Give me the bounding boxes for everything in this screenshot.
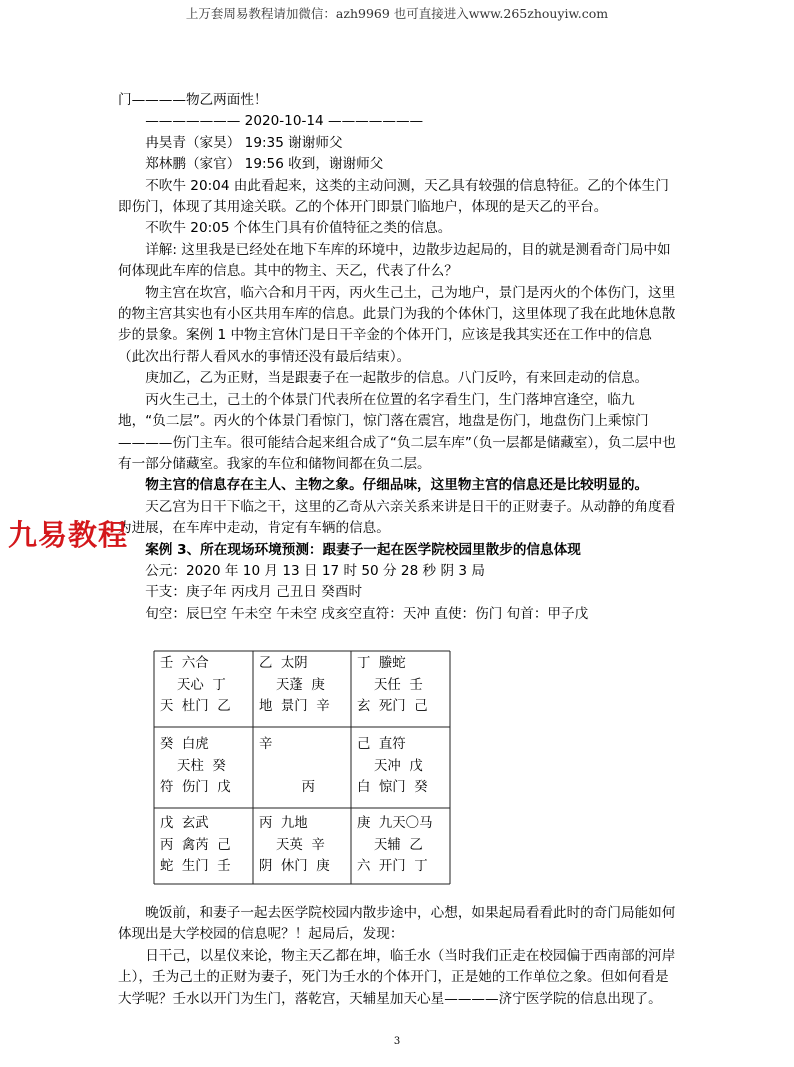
chart-cell: 天冲 戊 — [357, 758, 423, 774]
page-header: 上万套周易教程请加微信：azh9969 也可直接进入www.265zhouyiw.com — [185, 6, 609, 21]
chart-cell: 庚 九天〇马 — [357, 816, 433, 831]
chart-cell: 天心 丁 — [160, 677, 226, 693]
text-line: 日干己，以星仪来论，物主天乙都在坤，临壬水（当时我们正走在校园偏于西南部的河岸上），壬为己土的正财为妻子，死门为壬水的个体开门，正是她的工作单位之象。但如何看是大学呢？壬水以开门为生门，落乾宫，天辅星加天心星————济宁医学院的信息出现了。 — [118, 947, 676, 1007]
text-line: 详解: 这里我是已经处在地下车库的环境中，边散步边起局的，目的就是测看奇门局中如何体现此车库的信息。其中的物主、天乙，代表了什么？ — [118, 241, 671, 280]
chart-cell: 玄 死门 己 — [357, 699, 428, 714]
chart-cell: 己 直符 — [357, 737, 406, 752]
text-line: 不吹牛 20:04 由此看起来，这类的主动问测，天乙具有较强的信息特征。乙的个体生门即伤门，体现了其用途关联。乙的个体开门即景门临地户，体现的是天乙的平台。 — [118, 177, 669, 216]
chart-cell: 丙 九地 — [259, 816, 308, 831]
text-line: 庚加乙，乙为正财，当是跟妻子在一起散步的信息。八门反吟，有来回走动的信息。 — [145, 370, 649, 387]
chart-cell: 丙 — [259, 780, 315, 795]
chart-cell: 地 景门 辛 — [259, 699, 330, 714]
chart-cell: 天柱 癸 — [160, 758, 226, 774]
chart-cell: 丙 禽芮 己 — [160, 837, 231, 853]
text-line: 郑林鹏（家官） 19:56 收到，谢谢师父 — [145, 156, 384, 173]
text-line: 物主宫在坎宫，临六合和月干丙，丙火生己土，己为地户，景门是丙火的个体伤门，这里的物主宫其实也有小区共用车库的信息。此景门为我的个体休门，这里体现了我在此地休息散步的景象。案例 1 中物主宫休门是日干辛金的个体开门，应该是我其实还在工作中的信息（此次出行帮人看风水的事情还没有最后结束）。 — [118, 284, 676, 365]
chart-cell: 天蓬 庚 — [259, 677, 325, 693]
chart-cell: 戊 玄武 — [160, 816, 209, 831]
text-line: 旬空：辰巳空 午未空 午未空 戌亥空直符：天冲 直使：伤门 旬首：甲子戊 — [145, 605, 589, 622]
text-line: 天乙宫为日干下临之干，这里的乙奇从六亲关系来讲是日干的正财妻子。从动静的角度看为进展，在车库中走动，肯定有车辆的信息。 — [118, 498, 676, 537]
chart-cell: 白 惊门 癸 — [357, 780, 428, 795]
chart-cell: 癸 白虎 — [160, 737, 209, 752]
chart-cell: 壬 六合 — [160, 656, 209, 671]
chart-cell: 丁 螣蛇 — [357, 656, 406, 671]
text-line: 晚饭前，和妻子一起去医学院校园内散步途中，心想，如果起局看看此时的奇门局能如何体现出是大学校园的信息呢？！起局后，发现： — [118, 905, 676, 943]
chart-cell: 天任 壬 — [357, 677, 423, 693]
text-line: 门————物乙两面性！ — [118, 92, 268, 108]
watermark-logo: 九易教程 — [8, 518, 129, 552]
page-number: 3 — [393, 1036, 401, 1047]
text-line: 物主宫的信息存在主人、主物之象。仔细品味，这里物主宫的信息还是比较明显的。 — [145, 477, 649, 494]
document-body-tail — [118, 903, 678, 1010]
qimen-chart — [148, 645, 456, 890]
text-line: 不吹牛 20:05 个体生门具有价值特征之类的信息。 — [145, 220, 452, 237]
chart-cell: 六 开门 丁 — [357, 859, 428, 874]
text-line: 公元：2020 年 10 月 13 日 17 时 50 分 28 秒 阴 3 局 — [145, 562, 485, 579]
text-line: ——————— 2020-10-14 ——————— — [145, 113, 424, 130]
document-body — [118, 90, 678, 625]
chart-cell: 蛇 生门 壬 — [160, 859, 231, 874]
chart-cell: 符 伤门 戊 — [160, 780, 231, 795]
chart-cell: 天辅 乙 — [357, 837, 423, 853]
text-line: 冉昊青（家昊） 19:35 谢谢师父 — [145, 134, 343, 151]
chart-cell: 阴 休门 庚 — [259, 859, 330, 874]
chart-cell: 乙 太阴 — [259, 656, 308, 671]
text-line: 干支：庚子年 丙戌月 己丑日 癸酉时 — [145, 584, 363, 601]
chart-cell: 辛 — [259, 737, 273, 752]
text-line: 案例 3、所在现场环境预测：跟妻子一起在医学院校园里散步的信息体现 — [145, 541, 581, 558]
chart-cell: 天英 辛 — [259, 837, 325, 853]
chart-cell: 天 杜门 乙 — [160, 699, 231, 714]
text-line: 丙火生己土，己土的个体景门代表所在位置的名字看生门，生门落坤宫逢空，临九地，“负二层”。丙火的个体景门看惊门，惊门落在震宫，地盘是伤门，地盘伤门上乘惊门————伤门主车。很可能结合起来组合成了“负二层车库”（负一层都是储藏室），负二层中也有一部分储藏室。我家的车位和储物间都在负二层。 — [118, 391, 676, 472]
